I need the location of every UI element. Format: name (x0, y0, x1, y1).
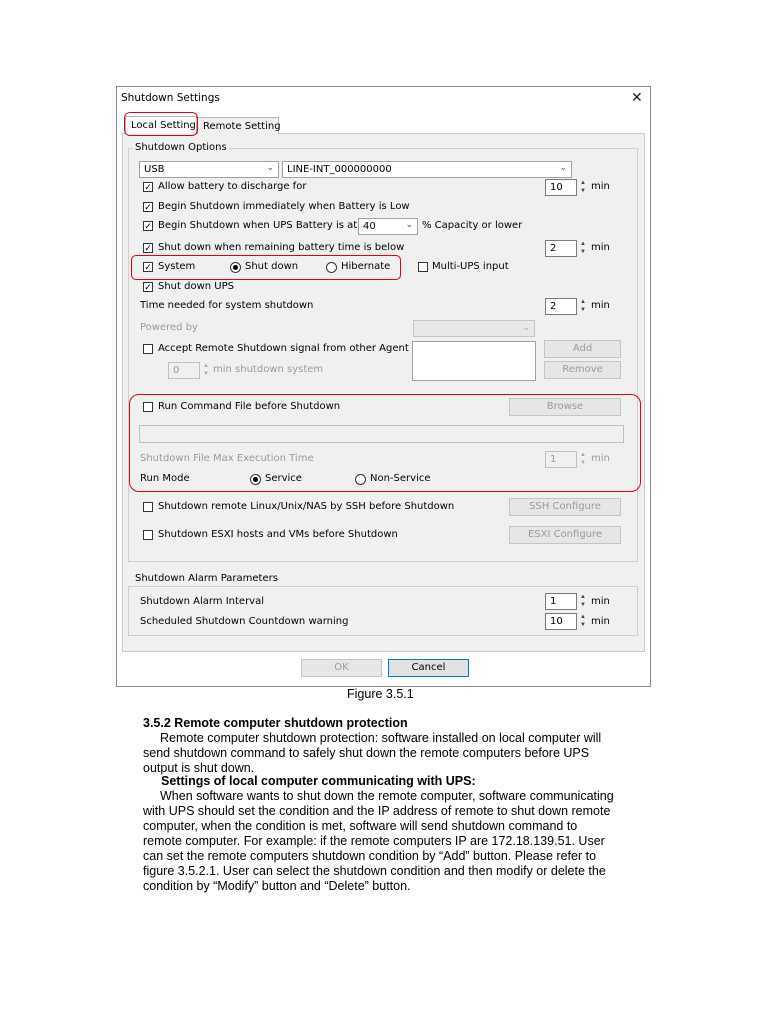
ssh-configure-button[interactable]: SSH Configure (509, 498, 621, 516)
system-label: System (158, 261, 196, 272)
min-shutdown-label: min shutdown system (213, 364, 324, 375)
remaining-time-label: Shut down when remaining battery time is below (158, 242, 405, 253)
subheading: Settings of local computer communicating with UPS: (161, 774, 476, 788)
para2-line: can set the remote computers shutdown condition by “Add” button. Please refer to (143, 849, 597, 863)
para1-line: output is shut down. (143, 761, 255, 775)
non-service-radio-label: Non-Service (370, 473, 431, 484)
close-icon[interactable]: ✕ (631, 89, 643, 105)
unit-min-label: min (591, 300, 610, 311)
shutdown-ups-label: Shut down UPS (158, 281, 234, 292)
alarm-interval-input[interactable]: 1 (545, 593, 577, 610)
unit-min-label: min (591, 181, 610, 192)
tab-remote-setting[interactable]: Remote Setting (197, 117, 279, 134)
capacity-suffix: % Capacity or lower (422, 220, 523, 231)
capacity-select-value: 40 (363, 221, 376, 232)
cancel-button[interactable]: Cancel (388, 659, 469, 677)
remaining-time-input[interactable]: 2 (545, 240, 577, 257)
system-highlight (131, 255, 401, 280)
para1-line: Remote computer shutdown protection: software installed on local computer will (160, 731, 602, 745)
remaining-time-checkbox[interactable] (143, 243, 153, 253)
spin-arrows-icon[interactable]: ▲ ▼ (580, 614, 586, 628)
countdown-input[interactable]: 10 (545, 613, 577, 630)
time-needed-label: Time needed for system shutdown (140, 300, 314, 311)
unit-min-label: min (591, 616, 610, 627)
shutdown-ups-checkbox[interactable] (143, 282, 153, 292)
para1-line: send shutdown command to safely shut down the remote computers before UPS (143, 746, 590, 760)
port-select[interactable] (139, 161, 279, 178)
spin-arrows-icon[interactable]: ▲ ▼ (580, 594, 586, 608)
dialog-title: Shutdown Settings (121, 92, 220, 104)
unit-min-label: min (591, 242, 610, 253)
spin-arrows-icon[interactable]: ▲ ▼ (580, 299, 586, 313)
run-command-label: Run Command File before Shutdown (158, 401, 341, 412)
tab-local-setting[interactable]: Local Setting (125, 116, 197, 134)
spin-arrows-icon[interactable]: ▲ ▼ (580, 180, 586, 194)
begin-low-checkbox[interactable] (143, 202, 153, 212)
unit-min-label: min (591, 596, 610, 607)
service-radio[interactable] (250, 474, 261, 485)
powered-by-select[interactable] (413, 320, 535, 337)
local-setting-highlight (124, 112, 198, 136)
ssh-checkbox[interactable] (143, 502, 153, 512)
chevron-down-icon: ⌄ (522, 322, 530, 332)
chevron-down-icon: ⌄ (559, 163, 567, 173)
esxi-label: Shutdown ESXI hosts and VMs before Shutdown (158, 529, 398, 540)
allow-discharge-input[interactable]: 10 (545, 179, 577, 196)
command-file-path-input[interactable] (139, 425, 624, 443)
shutdown-radio-label: Shut down (245, 261, 299, 272)
shutdown-options-title: Shutdown Options (135, 142, 227, 153)
begin-low-label: Begin Shutdown immediately when Battery is Low (158, 201, 410, 212)
service-radio-label: Service (265, 473, 302, 484)
chevron-down-icon: ⌄ (405, 220, 413, 230)
begin-capacity-label: Begin Shutdown when UPS Battery is at (158, 220, 358, 231)
run-mode-label: Run Mode (140, 473, 190, 484)
figure-caption: Figure 3.5.1 (347, 687, 414, 701)
para2-line: When software wants to shut down the remote computer, software communicating (160, 789, 614, 803)
ups-select-value: LINE-INT_000000000 (287, 164, 392, 175)
paragraph-2 (143, 789, 663, 894)
alarm-group-title: Shutdown Alarm Parameters (135, 573, 278, 584)
esxi-configure-button[interactable]: ESXI Configure (509, 526, 621, 544)
multi-ups-checkbox[interactable] (418, 262, 428, 272)
remote-agent-list[interactable] (412, 341, 536, 381)
paragraph-1 (143, 731, 663, 776)
hibernate-radio-label: Hibernate (341, 261, 391, 272)
add-button[interactable]: Add (544, 340, 621, 358)
ssh-label: Shutdown remote Linux/Unix/NAS by SSH before Shutdown (158, 501, 455, 512)
min-shutdown-input[interactable]: 0 (168, 362, 200, 379)
para2-line: condition by “Modify” button and “Delete” button. (143, 879, 411, 893)
max-exec-input[interactable]: 1 (545, 451, 577, 468)
accept-remote-checkbox[interactable] (143, 344, 153, 354)
non-service-radio[interactable] (355, 474, 366, 485)
port-select-value: USB (144, 164, 165, 175)
browse-button[interactable]: Browse (509, 398, 621, 416)
time-needed-input[interactable]: 2 (545, 298, 577, 315)
accept-remote-label: Accept Remote Shutdown signal from other Agent (158, 343, 409, 354)
para2-line: remote computer. For example: if the remote computers IP are 172.18.139.51. User (143, 834, 605, 848)
multi-ups-label: Multi-UPS input (432, 261, 509, 272)
spin-arrows-icon[interactable]: ▲ ▼ (203, 363, 209, 377)
allow-discharge-checkbox[interactable] (143, 182, 153, 192)
section-heading: 3.5.2 Remote computer shutdown protection (143, 716, 408, 730)
powered-by-label: Powered by (140, 322, 198, 333)
spin-arrows-icon[interactable]: ▲ ▼ (580, 452, 586, 466)
countdown-label: Scheduled Shutdown Countdown warning (140, 616, 349, 627)
spin-arrows-icon[interactable]: ▲ ▼ (580, 241, 586, 255)
remove-button[interactable]: Remove (544, 361, 621, 379)
para2-line: with UPS should set the condition and the IP address of remote to shut down remote (143, 804, 611, 818)
chevron-down-icon: ⌄ (266, 163, 274, 173)
capacity-select[interactable] (358, 218, 418, 235)
allow-discharge-label: Allow battery to discharge for (158, 181, 307, 192)
begin-capacity-checkbox[interactable] (143, 221, 153, 231)
max-exec-label: Shutdown File Max Execution Time (140, 453, 314, 464)
unit-min-label: min (591, 453, 610, 464)
ups-select[interactable] (282, 161, 572, 178)
para2-line: computer, when the condition is met, software will send shutdown command to (143, 819, 578, 833)
run-command-checkbox[interactable] (143, 402, 153, 412)
ok-button[interactable]: OK (301, 659, 382, 677)
alarm-interval-label: Shutdown Alarm Interval (140, 596, 265, 607)
para2-line: figure 3.5.2.1. User can select the shutdown condition and then modify or delete the (143, 864, 606, 878)
esxi-checkbox[interactable] (143, 530, 153, 540)
